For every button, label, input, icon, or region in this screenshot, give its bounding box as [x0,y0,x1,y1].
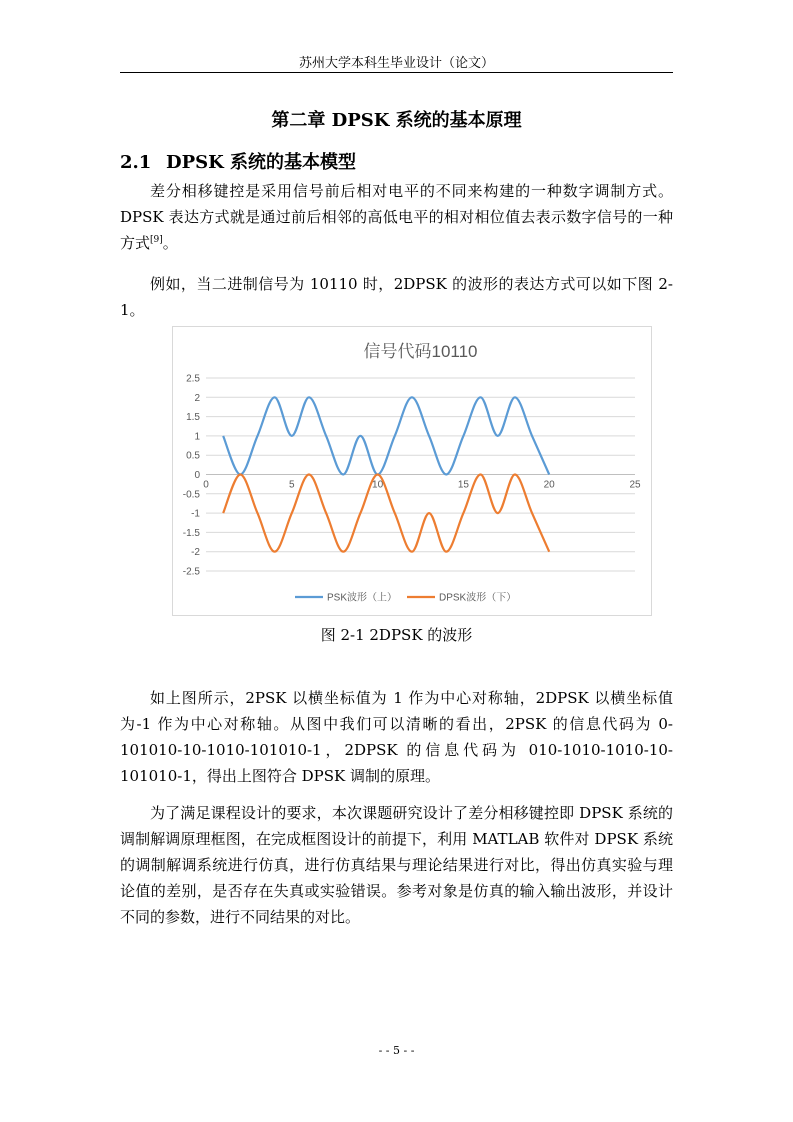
y-tick-label: -0.5 [182,489,200,501]
paragraph-2: 例如，当二进制信号为 10110 时，2DPSK 的波形的表达方式可以如下图 2-1。 [120,275,673,319]
section-number: 2.1 [120,152,152,173]
y-tick-label: 2.5 [186,373,200,385]
section-title: DPSK 系统的基本模型 [166,152,357,173]
x-tick-label: 20 [543,479,555,491]
chapter-title: 第二章 DPSK 系统的基本原理 [271,110,522,131]
legend-label-1: PSK波形（上） [327,592,398,604]
y-tick-label: 0 [194,470,200,481]
y-tick-label: -1.5 [182,527,200,539]
y-tick-label: -2 [191,547,200,559]
x-tick-label: 0 [203,479,209,491]
paragraph-1-end: 。 [162,234,178,252]
page-number: - - 5 - - [378,1044,415,1057]
y-tick-label: 0.5 [186,450,200,462]
paragraph-3: 如上图所示，2PSK 以横坐标值为 1 作为中心对称轴，2DPSK 以横坐标值为-1 作为中心对称轴。从图中我们可以清晰的看出，2PSK 的信息代码为 0-101010-10-1010-101010-1，2DPSK 的信息代码为 010-1010-1010-10-101010-1，得出上图符合 DPSK 调制的原理。 [120,689,673,785]
x-tick-label: 25 [629,479,641,491]
paragraph-4: 为了满足课程设计的要求，本次课题研究设计了差分相移键控即 DPSK 系统的调制解调原理框图，在完成框图设计的前提下，利用 MATLAB 软件对 DPSK 系统的调制解调系统进行仿真，进行仿真结果与理论结果进行对比，得出仿真实验与理论值的差别，是否存在失真或实验错误。参考对象是仿真的输入输出波形，并设计不同的参数，进行不同结果的对比。 [120,804,673,926]
header-rule [120,72,673,73]
paragraph-1 [120,178,673,256]
running-header: 苏州大学本科生毕业设计（论文） [298,56,494,71]
citation-ref: [9] [150,235,163,245]
section-heading [120,148,356,174]
figure-caption: 图 2-1 2DPSK 的波形 [320,626,473,644]
legend-label-2: DPSK波形（下） [439,592,517,604]
y-tick-label: 1 [194,431,200,443]
chart-container [172,326,652,616]
y-tick-label: -1 [191,508,200,520]
y-tick-label: -2.5 [182,566,200,578]
chart-title: 信号代码10110 [363,342,478,361]
x-tick-label: 10 [372,479,384,491]
waveform-chart [173,327,651,615]
y-tick-label: 1.5 [186,412,200,424]
x-tick-label: 5 [289,479,295,491]
y-tick-label: 2 [194,392,200,404]
paragraph-1-text: 差分相移键控是采用信号前后相对电平的不同来构建的一种数字调制方式。DPSK 表达方式就是通过前后相邻的高低电平的相对相位值去表示数字信号的一种方式 [120,182,673,252]
x-tick-label: 15 [457,479,469,491]
